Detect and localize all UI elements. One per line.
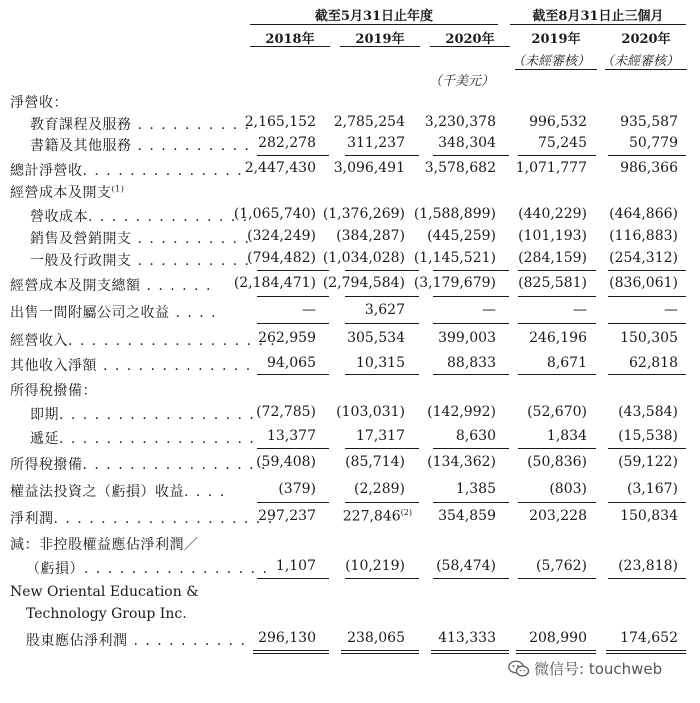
row-label: 總計淨營收. . . . . . . . . . . . . .: [10, 163, 244, 179]
subtotal-rule: [257, 578, 329, 579]
header-group-quarter: 截至8月31日止三個月: [532, 9, 664, 24]
total-double-rule: [253, 653, 329, 654]
cell: 50,779: [629, 135, 678, 151]
cell: (445,259): [427, 228, 496, 244]
subtotal-rule: [518, 374, 596, 375]
cell: 3,096,491: [333, 160, 405, 176]
row-books-other: [0, 135, 700, 157]
row-label: 股東應佔淨利潤 . . . . . . . . . .: [26, 633, 247, 649]
cell: (825,581): [518, 275, 587, 291]
cell: 3,230,378: [424, 114, 496, 130]
cell: 246,196: [529, 330, 587, 346]
subtotal-rule: [433, 448, 509, 449]
cell: 996,532: [529, 114, 587, 130]
subtotal-rule: [345, 502, 419, 503]
row-label: 經營成本及開支總額 . . . . . .: [10, 278, 212, 294]
cell: 311,237: [347, 135, 405, 151]
cell: (794,482): [247, 250, 316, 266]
cell: (2,289): [353, 481, 405, 497]
row-label: 遞延. . . . . . . . . . . . . . . . .: [30, 431, 256, 447]
row-net-income-attributable: [0, 630, 700, 652]
cell: 17,317: [356, 428, 405, 444]
subtotal-rule: [518, 578, 596, 579]
subtotal-rule: [518, 448, 596, 449]
subtotal-rule: [257, 296, 329, 297]
cell: 174,652: [620, 630, 678, 646]
subtotal-rule: [608, 270, 686, 271]
subtotal-rule: [433, 578, 509, 579]
row-education-services: [0, 114, 700, 136]
cell: 13,377: [267, 428, 316, 444]
subtotal-rule: [345, 155, 419, 156]
subtotal-rule: [345, 323, 419, 324]
cell: 296,130: [258, 630, 316, 646]
cell: (103,031): [336, 404, 405, 420]
col-rule: [340, 46, 420, 47]
row-total-net-revenue: [0, 160, 700, 182]
row-income-tax-total: [0, 454, 700, 476]
cell: (2,184,471): [233, 275, 316, 291]
cell: —: [573, 302, 587, 318]
subtotal-rule: [433, 296, 509, 297]
col-rule: [605, 69, 687, 70]
total-double-rule: [341, 650, 419, 651]
total-double-rule: [431, 650, 509, 651]
footnote-mark: (2): [400, 508, 412, 517]
subtotal-rule: [608, 448, 686, 449]
row-label: 營收成本. . . . . . . . . . . . . .: [30, 209, 249, 225]
unaudited-note-2019: （未經審核）: [512, 54, 591, 69]
total-double-rule: [431, 653, 509, 654]
cell: (464,866): [609, 206, 678, 222]
cell: 238,065: [347, 630, 405, 646]
row-label: 即期. . . . . . . . . . . . . . . . .: [30, 407, 256, 423]
cell: (379): [278, 481, 316, 497]
row-label: 出售一間附屬公司之收益 . . . .: [10, 305, 218, 321]
cell: (1,034,028): [322, 250, 405, 266]
subtotal-rule: [345, 374, 419, 375]
col-header-2018: 2018年: [265, 32, 315, 47]
cell: 297,237: [258, 508, 316, 524]
subtotal-rule: [345, 296, 419, 297]
col-header-2019: 2019年: [355, 32, 405, 47]
row-label: 所得稅撥備：: [10, 383, 97, 399]
unaudited-note-2020: （未經審核）: [601, 54, 680, 69]
subtotal-rule: [518, 155, 596, 156]
col-header-q-2020: 2020年: [621, 32, 671, 47]
cell: (3,179,679): [413, 275, 496, 291]
cell: —: [302, 302, 316, 318]
cell: (58,474): [436, 558, 496, 574]
cell: —: [482, 302, 496, 318]
unit-label: （千美元）: [429, 74, 495, 89]
row-label: 減：非控股權益應佔淨利潤／: [10, 537, 199, 553]
cell: (803): [549, 481, 587, 497]
cell: 150,305: [620, 330, 678, 346]
subtotal-rule: [518, 296, 596, 297]
cell: (59,122): [618, 454, 678, 470]
subtotal-rule: [257, 502, 329, 503]
cell: (50,836): [527, 454, 587, 470]
col-rule: [430, 46, 510, 47]
subtotal-rule: [433, 502, 509, 503]
row-nci-loss: [0, 558, 700, 580]
cell: (15,538): [618, 428, 678, 444]
cell: 3,578,682: [424, 160, 496, 176]
cell: 2,785,254: [333, 114, 405, 130]
cell: (324,249): [247, 228, 316, 244]
row-label: 一般及行政開支 . . . . . . . . . .: [30, 253, 251, 269]
cell: 262,959: [258, 330, 316, 346]
subtotal-rule: [608, 296, 686, 297]
row-label: 所得稅撥備. . . . . . . . . . . . . . . .: [10, 457, 267, 473]
cell: 8,671: [546, 355, 587, 371]
cell: 1,385: [455, 481, 496, 497]
cell: —: [664, 302, 678, 318]
total-double-rule: [606, 653, 686, 654]
row-label: Technology Group Inc.: [26, 606, 187, 622]
cell: (142,992): [427, 404, 496, 420]
header-group-years: 截至5月31日止年度: [314, 9, 434, 24]
subtotal-rule: [518, 270, 596, 271]
col-header-q-2019: 2019年: [531, 32, 581, 47]
cell: 88,833: [447, 355, 496, 371]
cell: (1,376,269): [322, 206, 405, 222]
subtotal-rule: [257, 374, 329, 375]
cell: 2,447,430: [244, 160, 316, 176]
footnote-mark: (1): [111, 184, 125, 194]
row-operating-costs-header: [0, 182, 700, 204]
total-double-rule: [516, 650, 596, 651]
watermark: [508, 658, 662, 679]
subtotal-rule: [608, 323, 686, 324]
cell: (440,229): [518, 206, 587, 222]
cell: 94,065: [267, 355, 316, 371]
cell: 1,834: [546, 428, 587, 444]
cell: (5,762): [535, 558, 587, 574]
row-label: 教育課程及服務 . . . . . . . . . .: [30, 117, 251, 133]
watermark-text: 微信号: touchweb: [534, 660, 663, 678]
row-label: 銷售及營銷開支 . . . . . . . . . .: [30, 231, 251, 247]
cell: 413,333: [438, 630, 496, 646]
row-net-income: [0, 508, 700, 530]
row-net-revenue-header: [0, 92, 700, 114]
row-company-name-2: [0, 606, 700, 628]
cell: (10,219): [345, 558, 405, 574]
subtotal-rule: [433, 155, 509, 156]
cell: (1,145,521): [413, 250, 496, 266]
header-group-years-rule: [250, 24, 498, 25]
subtotal-rule: [608, 502, 686, 503]
row-gain-disposal-subsidiary: [0, 302, 700, 324]
subtotal-rule: [257, 155, 329, 156]
row-income-tax-header: [0, 380, 700, 402]
subtotal-rule: [433, 323, 509, 324]
cell: 935,587: [620, 114, 678, 130]
subtotal-rule: [257, 323, 329, 324]
cell: (85,714): [345, 454, 405, 470]
row-tax-current: [0, 404, 700, 426]
wechat-icon: [508, 660, 530, 678]
cell: 399,003: [438, 330, 496, 346]
cell: 8,630: [455, 428, 496, 444]
row-company-name-1: [0, 584, 700, 606]
cell: 282,278: [258, 135, 316, 151]
row-label: 權益法投資之（虧損）收益. . . .: [10, 484, 226, 500]
subtotal-rule: [345, 448, 419, 449]
cell: 1,107: [275, 558, 316, 574]
total-double-rule: [606, 650, 686, 651]
subtotal-rule: [518, 323, 596, 324]
row-total-operating-costs: [0, 275, 700, 297]
cell: 2,165,152: [244, 114, 316, 130]
cell: (3,167): [626, 481, 678, 497]
cell: 150,834: [620, 508, 678, 524]
row-label: 淨營收：: [10, 95, 68, 111]
row-general-admin: [0, 250, 700, 272]
col-header-2020: 2020年: [445, 32, 495, 47]
cell: 3,627: [364, 302, 405, 318]
cell: 305,534: [347, 330, 405, 346]
cell: 62,818: [629, 355, 678, 371]
cell: 203,228: [529, 508, 587, 524]
cell: 10,315: [356, 355, 405, 371]
col-rule: [250, 46, 330, 47]
cell: (23,818): [618, 558, 678, 574]
cell: (43,584): [618, 404, 678, 420]
row-label: 書籍及其他服務 . . . . . . . . . .: [30, 138, 251, 154]
subtotal-rule: [608, 578, 686, 579]
cell: (72,785): [256, 404, 316, 420]
row-nci-header: [0, 534, 700, 556]
cell: (254,312): [609, 250, 678, 266]
cell: 1,071,777: [515, 160, 587, 176]
subtotal-rule: [257, 270, 329, 271]
cell: 986,366: [620, 160, 678, 176]
row-label: 其他收入淨額 . . . . . . . . . . . . .: [10, 358, 252, 374]
cell: (384,287): [336, 228, 405, 244]
subtotal-rule: [345, 270, 419, 271]
total-double-rule: [516, 653, 596, 654]
cell: 75,245: [538, 135, 587, 151]
row-label: 淨利潤. . . . . . . . . . . . . . . . . . .: [10, 511, 274, 527]
cell: 354,859: [438, 508, 496, 524]
subtotal-rule: [345, 578, 419, 579]
cell: 208,990: [529, 630, 587, 646]
cell: (52,670): [527, 404, 587, 420]
cell: (101,193): [518, 228, 587, 244]
subtotal-rule: [608, 374, 686, 375]
row-cost-of-revenue: [0, 206, 700, 228]
row-label: 經營成本及開支$^{(1)}$: [10, 184, 125, 201]
subtotal-rule: [433, 374, 509, 375]
row-label: New Oriental Education &: [10, 584, 199, 600]
cell: 348,304: [438, 135, 496, 151]
cell: (836,061): [609, 275, 678, 291]
cell: (59,408): [256, 454, 316, 470]
cell: (1,065,740): [233, 206, 316, 222]
subtotal-rule: [608, 155, 686, 156]
subtotal-rule: [518, 502, 596, 503]
cell: (1,588,899): [413, 206, 496, 222]
row-selling-marketing: [0, 228, 700, 250]
total-double-rule: [341, 653, 419, 654]
row-equity-method: [0, 481, 700, 503]
row-label: （虧損）. . . . . . . . . . . . . . . .: [26, 561, 269, 577]
row-operating-income: [0, 330, 700, 352]
header-group-quarter-rule: [510, 24, 686, 25]
col-rule: [515, 69, 597, 70]
subtotal-rule: [433, 270, 509, 271]
cell: 227,846$^{(2)}$: [342, 508, 412, 525]
total-double-rule: [253, 650, 329, 651]
cell: (2,794,584): [322, 275, 405, 291]
row-tax-deferred: [0, 428, 700, 450]
row-label: 經營收入. . . . . . . . . . . . . . . . . .: [10, 333, 277, 349]
cell: (116,883): [609, 228, 678, 244]
cell: (284,159): [518, 250, 587, 266]
cell: (134,362): [427, 454, 496, 470]
subtotal-rule: [257, 448, 329, 449]
